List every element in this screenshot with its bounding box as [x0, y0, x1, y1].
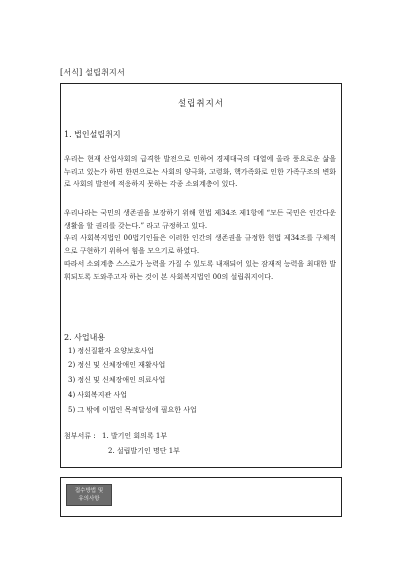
purpose-paragraph-3: 우리 사회복지법인 00법기인들은 이러한 인간의 생존권을 규정한 헌법 제34조를 구체적으로 구현하기 위하여 힘을 모으기로 하였다. — [64, 234, 336, 255]
business-item: 5) 그 밖에 이법인 목적달성에 필요한 사업 — [68, 406, 197, 414]
attachments-label: 첨부서류 : — [64, 432, 96, 440]
business-item: 4) 사회복지관 사업 — [68, 391, 127, 399]
purpose-paragraph-4: 따라서 소외계층 스스로가 능력을 가질 수 있도록 내재되어 있는 잠재적 능력을 최대한 발휘되도록 도와주고자 하는 것이 본 사회복지법인 00의 설립취지이다. — [64, 260, 336, 281]
attachment-item: 1. 발기인 회의록 1부 — [102, 432, 168, 440]
section-heading-business: 2. 사업내용 — [64, 333, 106, 342]
purpose-paragraph-2: 우리나라는 국민의 생존권을 보장하기 위해 헌법 제34조 제1항에 “모든 국민은 인간다운 생활을 할 권리를 갖는다.” 라고 규정하고 있다. — [64, 209, 336, 230]
document-frame — [60, 83, 342, 468]
submission-notes-label — [66, 484, 112, 506]
submission-notes-label-line2: 유의사항 — [78, 496, 100, 502]
submission-notes-label-line1: 접수방법 및 — [74, 488, 104, 494]
document-title: 설립취지서 — [177, 99, 225, 109]
attachment-item: 2. 설립발기인 명단 1부 — [108, 447, 180, 455]
submission-notes-box — [60, 477, 342, 517]
business-item: 1) 정신질환자 요양보호사업 — [68, 347, 155, 355]
form-tag: [서식] 설립취지서 — [60, 68, 125, 77]
section-heading-purpose: 1. 법인설립취지 — [64, 130, 121, 139]
business-item: 3) 정신 및 신체장애인 의료사업 — [68, 376, 166, 384]
business-item: 2) 정신 및 신체장애인 재활사업 — [68, 361, 166, 369]
purpose-paragraph-1: 우리는 현재 산업사회의 급격한 발전으로 인하여 경제대국의 대열에 올라 풍요로운 삶을 누리고 있는가 하면 한편으로는 사회의 양극화, 고령화, 핵가족화로 인한 가족구조의 변화로 사회의 발전에 적응하지 못하는 각종 소외계층이 있다. — [64, 155, 336, 188]
